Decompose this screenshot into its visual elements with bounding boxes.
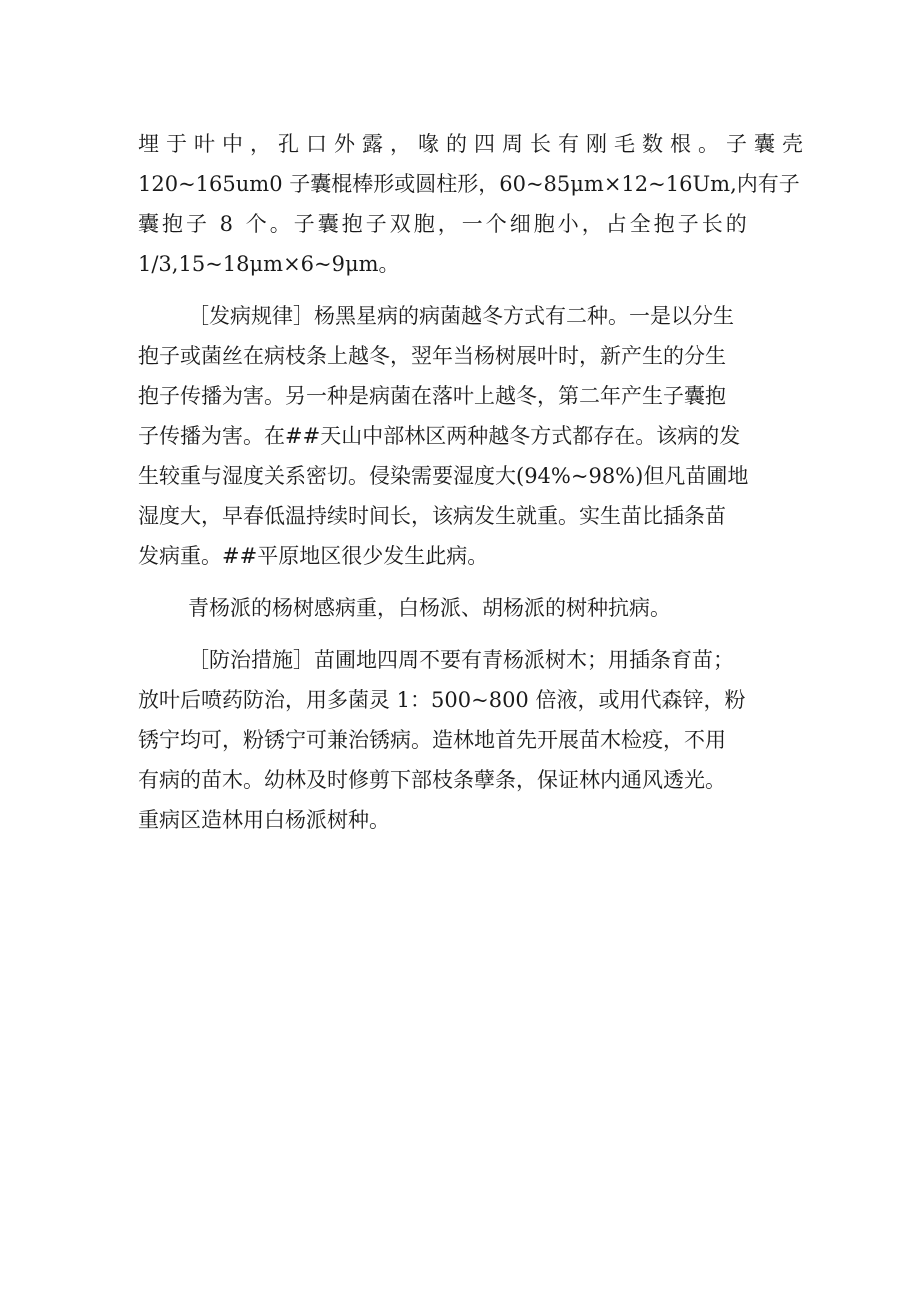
text-line: 1/3,15~18μm×6~9μm。 (138, 252, 400, 276)
paragraph-gap (138, 576, 788, 588)
paragraph-gap (138, 284, 788, 296)
paragraph-ascus-description (138, 124, 810, 284)
text-line: 120~165um0 子囊棍棒形或圆柱形，60~85μm×12~16Um,内有子 (138, 172, 800, 196)
text-line: 有病的苗木。幼林及时修剪下部枝条孽条，保证林内通风透光。 (138, 768, 726, 792)
text-line: ［发病规律］杨黑星病的病菌越冬方式有二种。一是以分生 (188, 304, 734, 328)
text-line: 发病重。##平原地区很少发生此病。 (138, 544, 489, 568)
text-line: 抱子或菌丝在病枝条上越冬，翌年当杨树展叶时，新产生的分生 (138, 344, 726, 368)
text-line: 埋于叶中，孔口外露，喙的四周长有刚毛数根。子囊壳 (138, 132, 810, 156)
document-body (138, 124, 810, 840)
text-line: 青杨派的杨树感病重，白杨派、胡杨派的树种抗病。 (188, 596, 671, 620)
text-line: 放叶后喷药防治，用多菌灵 1：500~800 倍液，或用代森锌，粉 (138, 688, 746, 712)
text-line: 子传播为害。在##天山中部林区两种越冬方式都存在。该病的发 (138, 424, 741, 448)
paragraph-resistance (138, 588, 788, 628)
paragraph-gap (138, 628, 788, 640)
text-line: 抱子传播为害。另一种是病菌在落叶上越冬，第二年产生子囊抱 (138, 384, 726, 408)
text-line: 湿度大，早春低温持续时间长，该病发生就重。实生苗比插条苗 (138, 504, 726, 528)
text-line: 囊抱子 8 个。子囊抱子双胞，一个细胞小，占全抱子长的 (138, 212, 750, 236)
text-line: 重病区造林用白杨派树种。 (138, 808, 390, 832)
text-line: ［防治措施］苗圃地四周不要有青杨派树木；用插条育苗； (188, 648, 734, 672)
paragraph-disease-pattern (138, 296, 788, 576)
text-line: 生较重与湿度关系密切。侵染需要湿度大(94%~98%)但凡苗圃地 (138, 464, 749, 488)
paragraph-control-measures (138, 640, 788, 840)
text-line: 锈宁均可，粉锈宁可兼治锈病。造林地首先开展苗木检疫，不用 (138, 728, 726, 752)
